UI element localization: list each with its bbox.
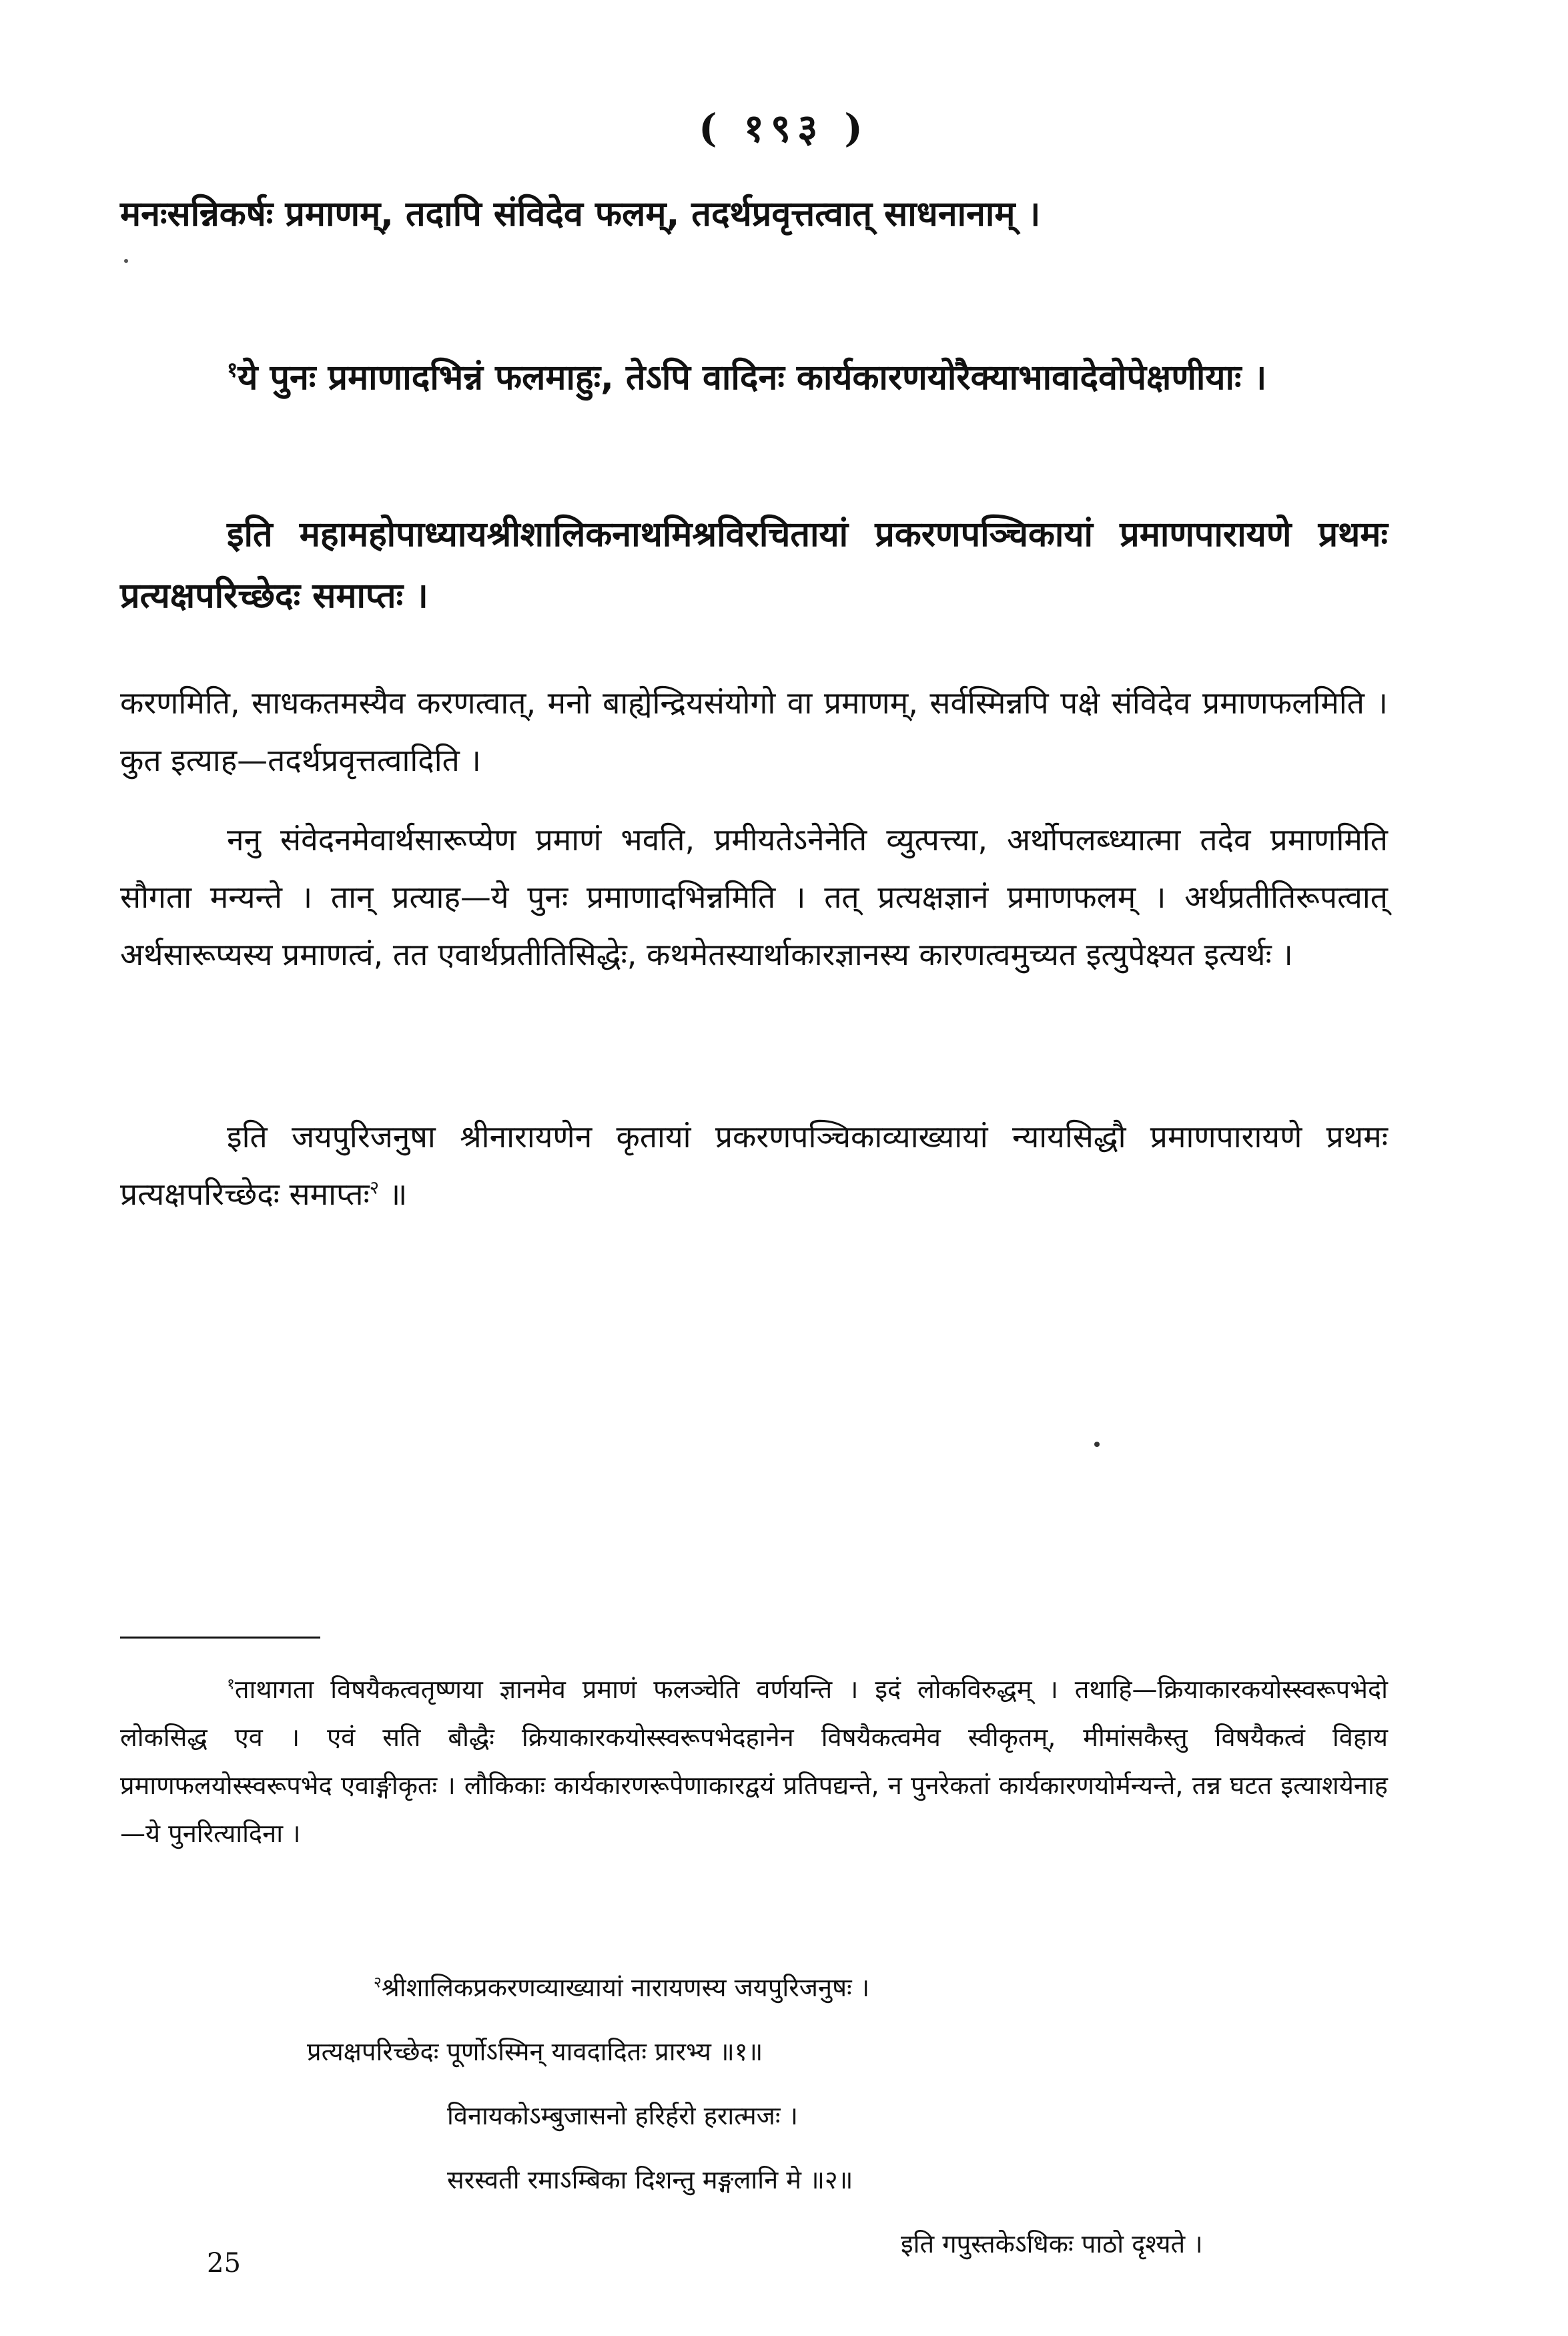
root-text-p2-body: ये पुनः प्रमाणादभिन्नं फलमाहुः, तेऽपि वादिनः कार्यकारणयोरैक्याभावादेवोपेक्षणीयाः । — [238, 358, 1267, 398]
ink-speck — [124, 259, 128, 263]
printer-signature-mark: 25 — [207, 2248, 241, 2279]
root-text-paragraph-1: मनःसन्निकर्षः प्रमाणम्, तदापि संविदेव फलम्, तदर्थप्रवृत्तत्वात् साधनानाम् । — [120, 194, 1041, 234]
footnote-rule — [120, 1637, 320, 1639]
footnote-2-closing-note: इति गपुस्तकेऽधिकः पाठो दृश्यते । — [901, 2229, 1203, 2259]
footnote-marker-2: २ — [369, 1176, 380, 1199]
commentary-paragraph-2: ननु संवेदनमेवार्थसारूप्येण प्रमाणं भवति, प्रमीयतेऽनेनेति व्युत्पत्त्या, अर्थोपलब्ध्यात्मा तदेव प्रमाणमिति सौगता मन्यन्ते । तान् प्रत्याह—ये पुनः प्रमाणादभिन्नमिति । तत् प्रत्यक्षज्ञानं प्रमाणफलम् । अर्थप्रतीतिरूपत्वात् अर्थसारूप्यस्य प्रमाणत्वं, तत एवार्थप्रतीतिसिद्धेः, कथमेतस्यार्थाकारज्ञानस्य कारणत्वमुच्यत इत्युपेक्ष्यत इत्यर्थः । — [120, 822, 1388, 972]
footnote-2-marker: २ — [374, 1974, 382, 1992]
footnote-2-verse-line-3: विनायकोऽम्बुजासनो हरिर्हरो हरात्मजः । — [447, 2101, 799, 2130]
root-text-colophon: इति महामहोपाध्यायश्रीशालिकनाथमिश्रविरचितायां प्रकरणपञ्चिकायां प्रमाणपारायणे प्रथमः प्रत्यक्षपरिच्छेदः समाप्तः । — [120, 515, 1388, 616]
footnote-1 — [120, 1665, 1388, 1857]
commentary-colophon — [120, 1108, 1388, 1223]
double-danda: ॥ — [379, 1176, 408, 1212]
ink-speck — [1094, 1442, 1100, 1447]
commentary-colophon-body: इति जयपुरिजनुषा श्रीनारायणेन कृतायां प्रकरणपञ्चिकाव्याख्यायां न्यायसिद्धौ प्रमाणपारायणे प्रथमः प्रत्यक्षपरिच्छेदः समाप्तः — [120, 1119, 1388, 1212]
footnote-2-verse-line-1: $^२$श्रीशालिकप्रकरणव्याख्यायां नारायणस्य जयपुरिजनुषः । — [374, 1973, 870, 2002]
footnote-1-text: ताथागता विषयैकत्वतृष्णया ज्ञानमेव प्रमाणं फलञ्चेति वर्णयन्ति । इदं लोकविरुद्धम् । तथाहि—क्रियाकारकयोस्स्वरूपभेदो लोकसिद्ध एव । एवं सति बौद्धैः क्रियाकारकयोस्स्वरूपभेदहानेन विषयैकत्वमेव स्वीकृतम्, मीमांसकैस्तु विषयैकत्वं विहाय प्रमाणफलयोस्स्वरूपभेद एवाङ्गीकृतः । लौकिकाः कार्यकारणरूपेणाकारद्वयं प्रतिपद्यन्ते, न पुनरेकतां कार्यकारणयोर्मन्यन्ते, तन्न घटत इत्याशयेनाह—ये पुनरित्यादिना । — [120, 1675, 1388, 1848]
root-text-paragraph-2 — [120, 347, 1388, 408]
commentary-paragraph-1: करणमिति, साधकतमस्यैव करणत्वात्, मनो बाह्येन्द्रियसंयोगो वा प्रमाणम्, सर्वस्मिन्नपि पक्षे संविदेव प्रमाणफलमिति । कुत इत्याह—तदर्थप्रवृत्तत्वादिति । — [120, 685, 1388, 778]
page-number: ( १९३ ) — [699, 105, 869, 151]
footnote-2-verse-line-4: सरस्वती रमाऽम्बिका दिशन्तु मङ्गलानि मे ॥२॥ — [447, 2165, 853, 2195]
footnote-1-marker: १ — [227, 1675, 235, 1693]
footnote-2-verse-line-2: प्रत्यक्षपरिच्छेदः पूर्णोऽस्मिन् यावदादितः प्रारभ्य ॥१॥ — [307, 2037, 763, 2066]
footnote-marker-1: १ — [227, 358, 238, 382]
